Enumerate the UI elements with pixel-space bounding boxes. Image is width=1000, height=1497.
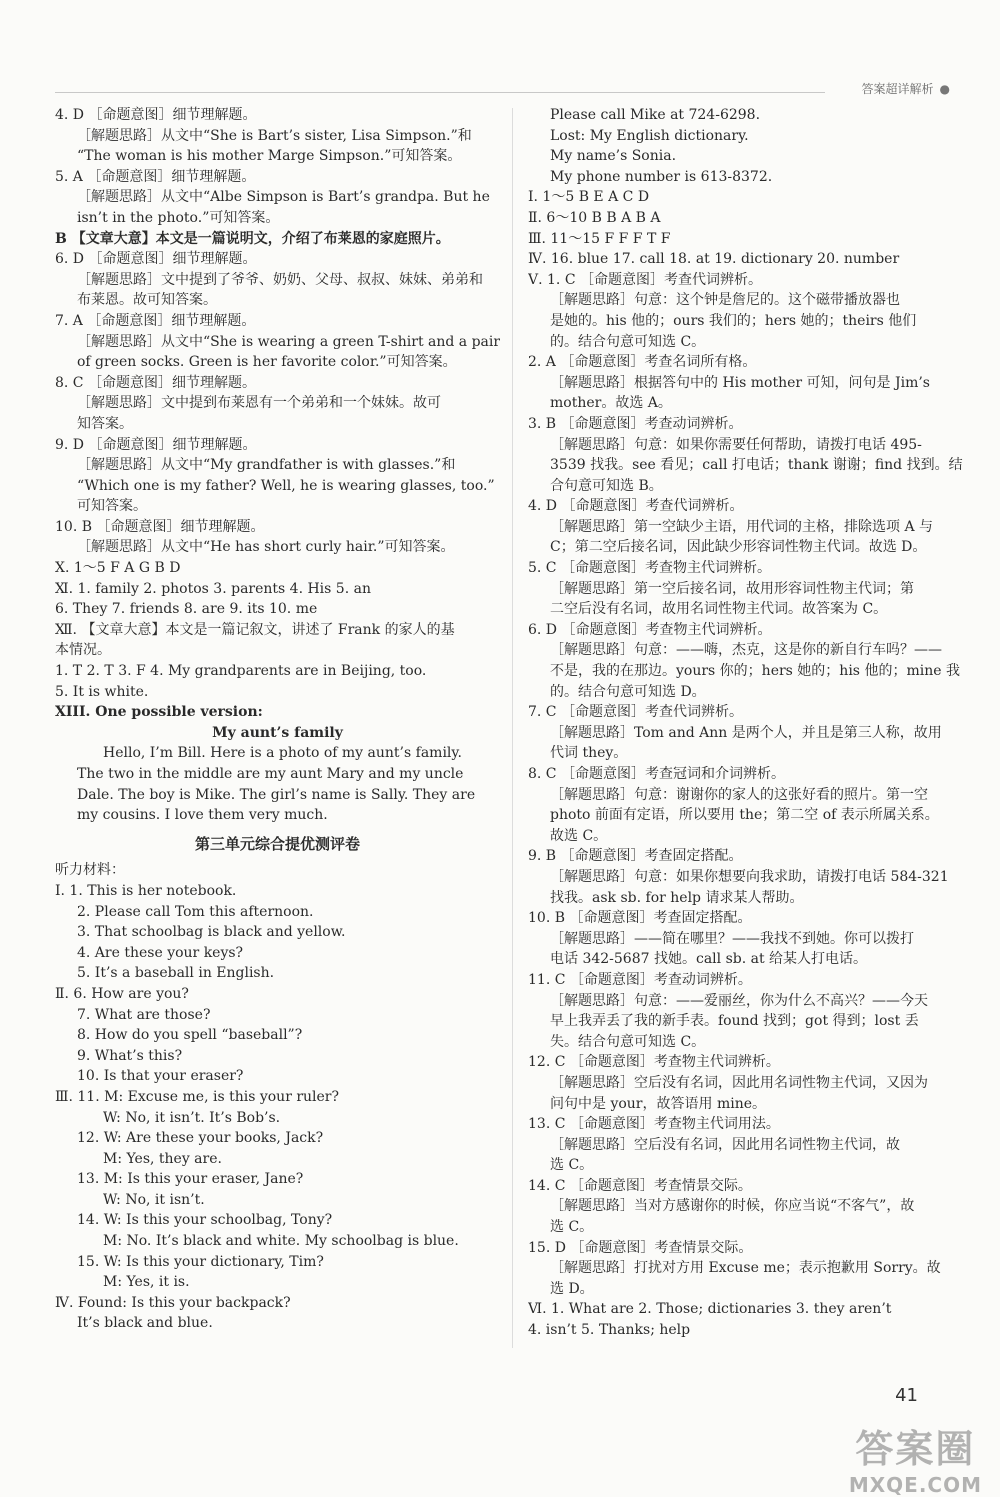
text-line: 5. A ［命题意图］细节理解题。: [55, 168, 256, 185]
text-line: M: Yes, they are.: [103, 1150, 222, 1167]
text-line: Ⅲ. 11. M: Excuse me, is this your ruler?: [55, 1088, 340, 1105]
text-line: ［解题思路］句意：谢谢你的家人的这张好看的照片。第一空: [550, 786, 928, 803]
text-line: 4. D ［命题意图］细节理解题。: [55, 107, 257, 123]
right-answers: [528, 105, 963, 1341]
text-line: 选 D。: [550, 1280, 594, 1297]
section-title: 第三单元综合提优测评卷: [194, 834, 360, 853]
text-line: B 【文章大意】本文是一篇说明文，介绍了布莱恩的家庭照片。: [55, 230, 450, 247]
text-line: 2. A ［命题意图］考查名词所有格。: [528, 354, 757, 371]
text-line: 1. T 2. T 3. F 4. My grandparents are in Beijing, too.: [55, 663, 427, 680]
text-line: XIII. One possible version:: [55, 704, 263, 721]
text-line: M: Yes, it is.: [103, 1274, 190, 1291]
text-line: Dale. The boy is Mike. The girl’s name is Sally. They are: [77, 786, 476, 803]
text-line: The two in the middle are my aunt Mary and my uncle: [77, 766, 464, 782]
text-line: 14. W: Is this your schoolbag, Tony?: [77, 1212, 333, 1229]
text-line: Ⅳ. 16. blue 17. call 18. at 19. dictionary 20. number: [528, 251, 900, 268]
text-line: 8. C ［命题意图］细节理解题。: [55, 374, 256, 391]
text-line: W: No, it isn’t.: [103, 1191, 205, 1208]
text-line: C；第二空后接名词，因此缺少形容词性物主代词。故选 D。: [550, 539, 927, 556]
text-line: ［解题思路］——简在哪里？——我找不到她。你可以拨打: [550, 930, 914, 947]
text-line: isn’t in the photo.”可知答案。: [77, 209, 280, 226]
text-line: 故选 C。: [550, 827, 608, 844]
text-line: 5. C ［命题意图］考查物主代词辨析。: [528, 560, 771, 577]
text-line: 10. B ［命题意图］细节理解题。: [55, 518, 265, 535]
text-line: 的。结合句意可知选 C。: [550, 333, 706, 350]
text-line: 代词 they。: [550, 745, 628, 762]
text-line: W: No, it isn’t. It’s Bob’s.: [103, 1109, 281, 1126]
text-line: Lost: My English dictionary.: [550, 127, 749, 144]
text-line: 选 C。: [550, 1157, 594, 1174]
text-line: 7. What are those?: [77, 1006, 211, 1023]
bullet-icon: ●: [939, 82, 950, 96]
text-line: 合句意可知选 B。: [550, 477, 663, 494]
text-line: 8. C ［命题意图］考查冠词和介词辨析。: [528, 766, 785, 782]
text-line: ［解题思路］句意：如果你想要向我求助，请拨打电话 584-321: [550, 868, 949, 885]
text-line: 10. Is that your eraser?: [77, 1068, 244, 1085]
text-line: 早上我弄丢了我的新手表。found 找到；got 得到；lost 丢: [550, 1013, 919, 1030]
text-line: 本情况。: [55, 642, 111, 659]
text-line: ［解题思路］第一空缺少主语，用代词的主格，排除选项 A 与: [550, 518, 934, 535]
text-line: ［解题思路］句意：——爱丽丝，你为什么不高兴？——今天: [550, 992, 928, 1009]
text-line: ［解题思路］空后没有名词，因此用名词性物主代词，故: [550, 1136, 900, 1153]
text-line: Ⅱ. 6. How are you?: [55, 985, 189, 1002]
text-line: ［解题思路］句意：这个钟是詹尼的。这个磁带播放器也: [550, 292, 900, 309]
text-line: 3539 找我。see 看见；call 打电话；thank 谢谢；find 找到。结: [550, 457, 963, 474]
right-column: [528, 105, 963, 1341]
text-line: 失。结合句意可知选 C。: [550, 1033, 706, 1050]
text-line: 电话 342-5687 找她。call sb. at 给某人打电话。: [550, 951, 868, 968]
text-line: ［解题思路］从文中“He has short curly hair.”可知答案。: [77, 539, 455, 556]
text-line: It’s black and blue.: [77, 1315, 213, 1332]
text-line: ［解题思路］从文中“She is wearing a green T-shirt and a pair: [77, 333, 500, 350]
text-line: ［解题思路］句意：如果你需要任何帮助，请拨打电话 495-: [550, 436, 922, 453]
text-line: 9. What’s this?: [77, 1047, 183, 1064]
text-line: Ⅹ. 1～5 F A G B D: [55, 560, 181, 577]
text-line: My phone number is 613-8372.: [550, 168, 773, 185]
text-line: 12. C ［命题意图］考查物主代词辨析。: [528, 1054, 780, 1071]
text-line: 4. D ［命题意图］考查代词辨析。: [528, 498, 744, 515]
text-line: 问句中是 your，故答语用 mine。: [550, 1095, 767, 1112]
text-line: mother。故选 A。: [550, 395, 672, 412]
text-line: Ⅱ. 6～10 B B A B A: [528, 209, 661, 226]
running-header-text: 答案超详解析: [861, 82, 934, 96]
text-line: 6. They 7. friends 8. are 9. its 10. me: [55, 601, 318, 618]
column-divider: [512, 108, 513, 1348]
text-line: 15. W: Is this your dictionary, Tim?: [77, 1253, 324, 1270]
text-line: Hello, I’m Bill. Here is a photo of my aunt’s family.: [103, 745, 462, 762]
text-line: “Which one is my father? Well, he is wearing glasses, too.”: [77, 477, 495, 494]
text-line: 3. B ［命题意图］考查动词辨析。: [528, 415, 743, 432]
text-line: 4. Are these your keys?: [77, 944, 244, 961]
text-line: my cousins. I love them very much.: [77, 807, 328, 824]
text-line: Please call Mike at 724-6298.: [550, 107, 761, 123]
text-line: 选 C。: [550, 1219, 594, 1236]
text-line: 听力材料：: [55, 862, 125, 879]
text-line: M: No. It’s black and white. My schoolbag is blue.: [103, 1233, 459, 1250]
text-line: 8. How do you spell “baseball”?: [77, 1027, 303, 1044]
text-line: Ⅴ. 1. C ［命题意图］考查代词辨析。: [528, 271, 762, 288]
text-line: 2. Please call Tom this afternoon.: [77, 903, 314, 920]
text-line: 4. isn’t 5. Thanks; help: [528, 1322, 691, 1339]
text-line: 布莱恩。故可知答案。: [77, 292, 217, 309]
text-line: Ⅲ. 11～15 F F F T F: [528, 230, 671, 247]
text-line: 14. C ［命题意图］考查情景交际。: [528, 1177, 752, 1194]
text-line: ［解题思路］从文中“My grandfather is with glasses.”和: [77, 457, 456, 474]
text-line: ［解题思路］根据答句中的 His mother 可知，问句是 Jim’s: [550, 374, 930, 391]
text-line: ［解题思路］句意：——嗨，杰克，这是你的新自行车吗？——: [550, 642, 942, 659]
text-line: 是她的。his 他的；ours 我们的；hers 她的；theirs 他们: [550, 312, 917, 329]
running-header: [862, 80, 951, 97]
text-line: 7. C ［命题意图］考查代词辨析。: [528, 704, 743, 721]
text-line: Ⅺ. 1. family 2. photos 3. parents 4. His 5. an: [55, 580, 371, 597]
page-number: 41: [895, 1385, 918, 1406]
text-line: Ⅵ. 1. What are 2. Those; dictionaries 3. they aren’t: [528, 1301, 892, 1318]
text-line: “The woman is his mother Marge Simpson.”可知答案。: [77, 148, 462, 165]
watermark-url: MXQE.COM: [848, 1473, 982, 1497]
text-line: 13. C ［命题意图］考查物主代词用法。: [528, 1116, 780, 1133]
text-line: 找我。ask sb. for help 请求某人帮助。: [550, 889, 804, 906]
text-line: ［解题思路］从文中“Albe Simpson is Bart’s grandpa. But he: [77, 189, 490, 206]
text-line: My name’s Sonia.: [550, 148, 677, 165]
text-line: 6. D ［命题意图］细节理解题。: [55, 251, 257, 268]
text-line: 的。结合句意可知选 D。: [550, 683, 706, 700]
text-line: 10. B ［命题意图］考查固定搭配。: [528, 910, 752, 927]
text-line: 15. D ［命题意图］考查情景交际。: [528, 1239, 753, 1256]
text-line: My aunt’s family: [212, 724, 343, 741]
text-line: of green socks. Green is her favorite color.”可知答案。: [77, 354, 457, 371]
text-line: 可知答案。: [77, 498, 147, 515]
text-line: ［解题思路］文中提到布莱恩有一个弟弟和一个妹妹。故可: [77, 395, 441, 412]
text-line: 13. M: Is this your eraser, Jane?: [77, 1171, 304, 1188]
text-line: ［解题思路］第一空后接名词，故用形容词性物主代词；第: [550, 580, 914, 597]
text-line: 二空后没有名词，故用名词性物主代词。故答案为 C。: [550, 601, 888, 618]
text-line: 5. It’s a baseball in English.: [77, 965, 275, 982]
text-line: ［解题思路］打扰对方用 Excuse me；表示抱歉用 Sorry。故: [550, 1260, 941, 1277]
text-line: 6. D ［命题意图］考查物主代词辨析。: [528, 621, 772, 638]
text-line: ［解题思路］从文中“She is Bart’s sister, Lisa Simpson.”和: [77, 127, 472, 144]
text-line: 知答案。: [77, 415, 133, 432]
left-answers: [55, 105, 500, 826]
listening-script: [55, 860, 500, 1334]
text-line: ［解题思路］空后没有名词，因此用名词性物主代词，又因为: [550, 1074, 928, 1091]
text-line: Ⅰ. 1～5 B E A C D: [528, 189, 650, 206]
text-line: 5. It is white.: [55, 683, 149, 700]
text-line: ［解题思路］文中提到了爷爷、奶奶、父母、叔叔、妹妹、弟弟和: [77, 271, 483, 288]
text-line: 9. D ［命题意图］细节理解题。: [55, 436, 257, 453]
text-line: Ⅳ. Found: Is this your backpack?: [55, 1294, 291, 1311]
text-line: 7. A ［命题意图］细节理解题。: [55, 312, 256, 329]
watermark-text: 答案圈: [855, 1427, 976, 1471]
watermark-logo: [849, 1418, 982, 1497]
text-line: 3. That schoolbag is black and yellow.: [77, 924, 346, 941]
text-line: 9. B ［命题意图］考查固定搭配。: [528, 848, 743, 865]
text-line: 11. C ［命题意图］考查动词辨析。: [528, 971, 752, 988]
header-rule: [55, 92, 825, 93]
text-line: photo 前面有定语，所以要用 the；第二空 of 表示所属关系。: [550, 807, 939, 824]
text-line: 12. W: Are these your books, Jack?: [77, 1130, 324, 1147]
left-column: [55, 105, 500, 1334]
text-line: Ⅻ. 【文章大意】本文是一篇记叙文，讲述了 Frank 的家人的基: [55, 621, 455, 638]
text-line: ［解题思路］当对方感谢你的时候，你应当说“不客气”，故: [550, 1198, 915, 1215]
text-line: 不是，我的在那边。yours 你的；hers 她的；his 他的；mine 我: [550, 663, 960, 680]
text-line: ［解题思路］Tom and Ann 是两个人，并且是第三人称，故用: [550, 724, 942, 741]
text-line: Ⅰ. 1. This is her notebook.: [55, 882, 237, 899]
